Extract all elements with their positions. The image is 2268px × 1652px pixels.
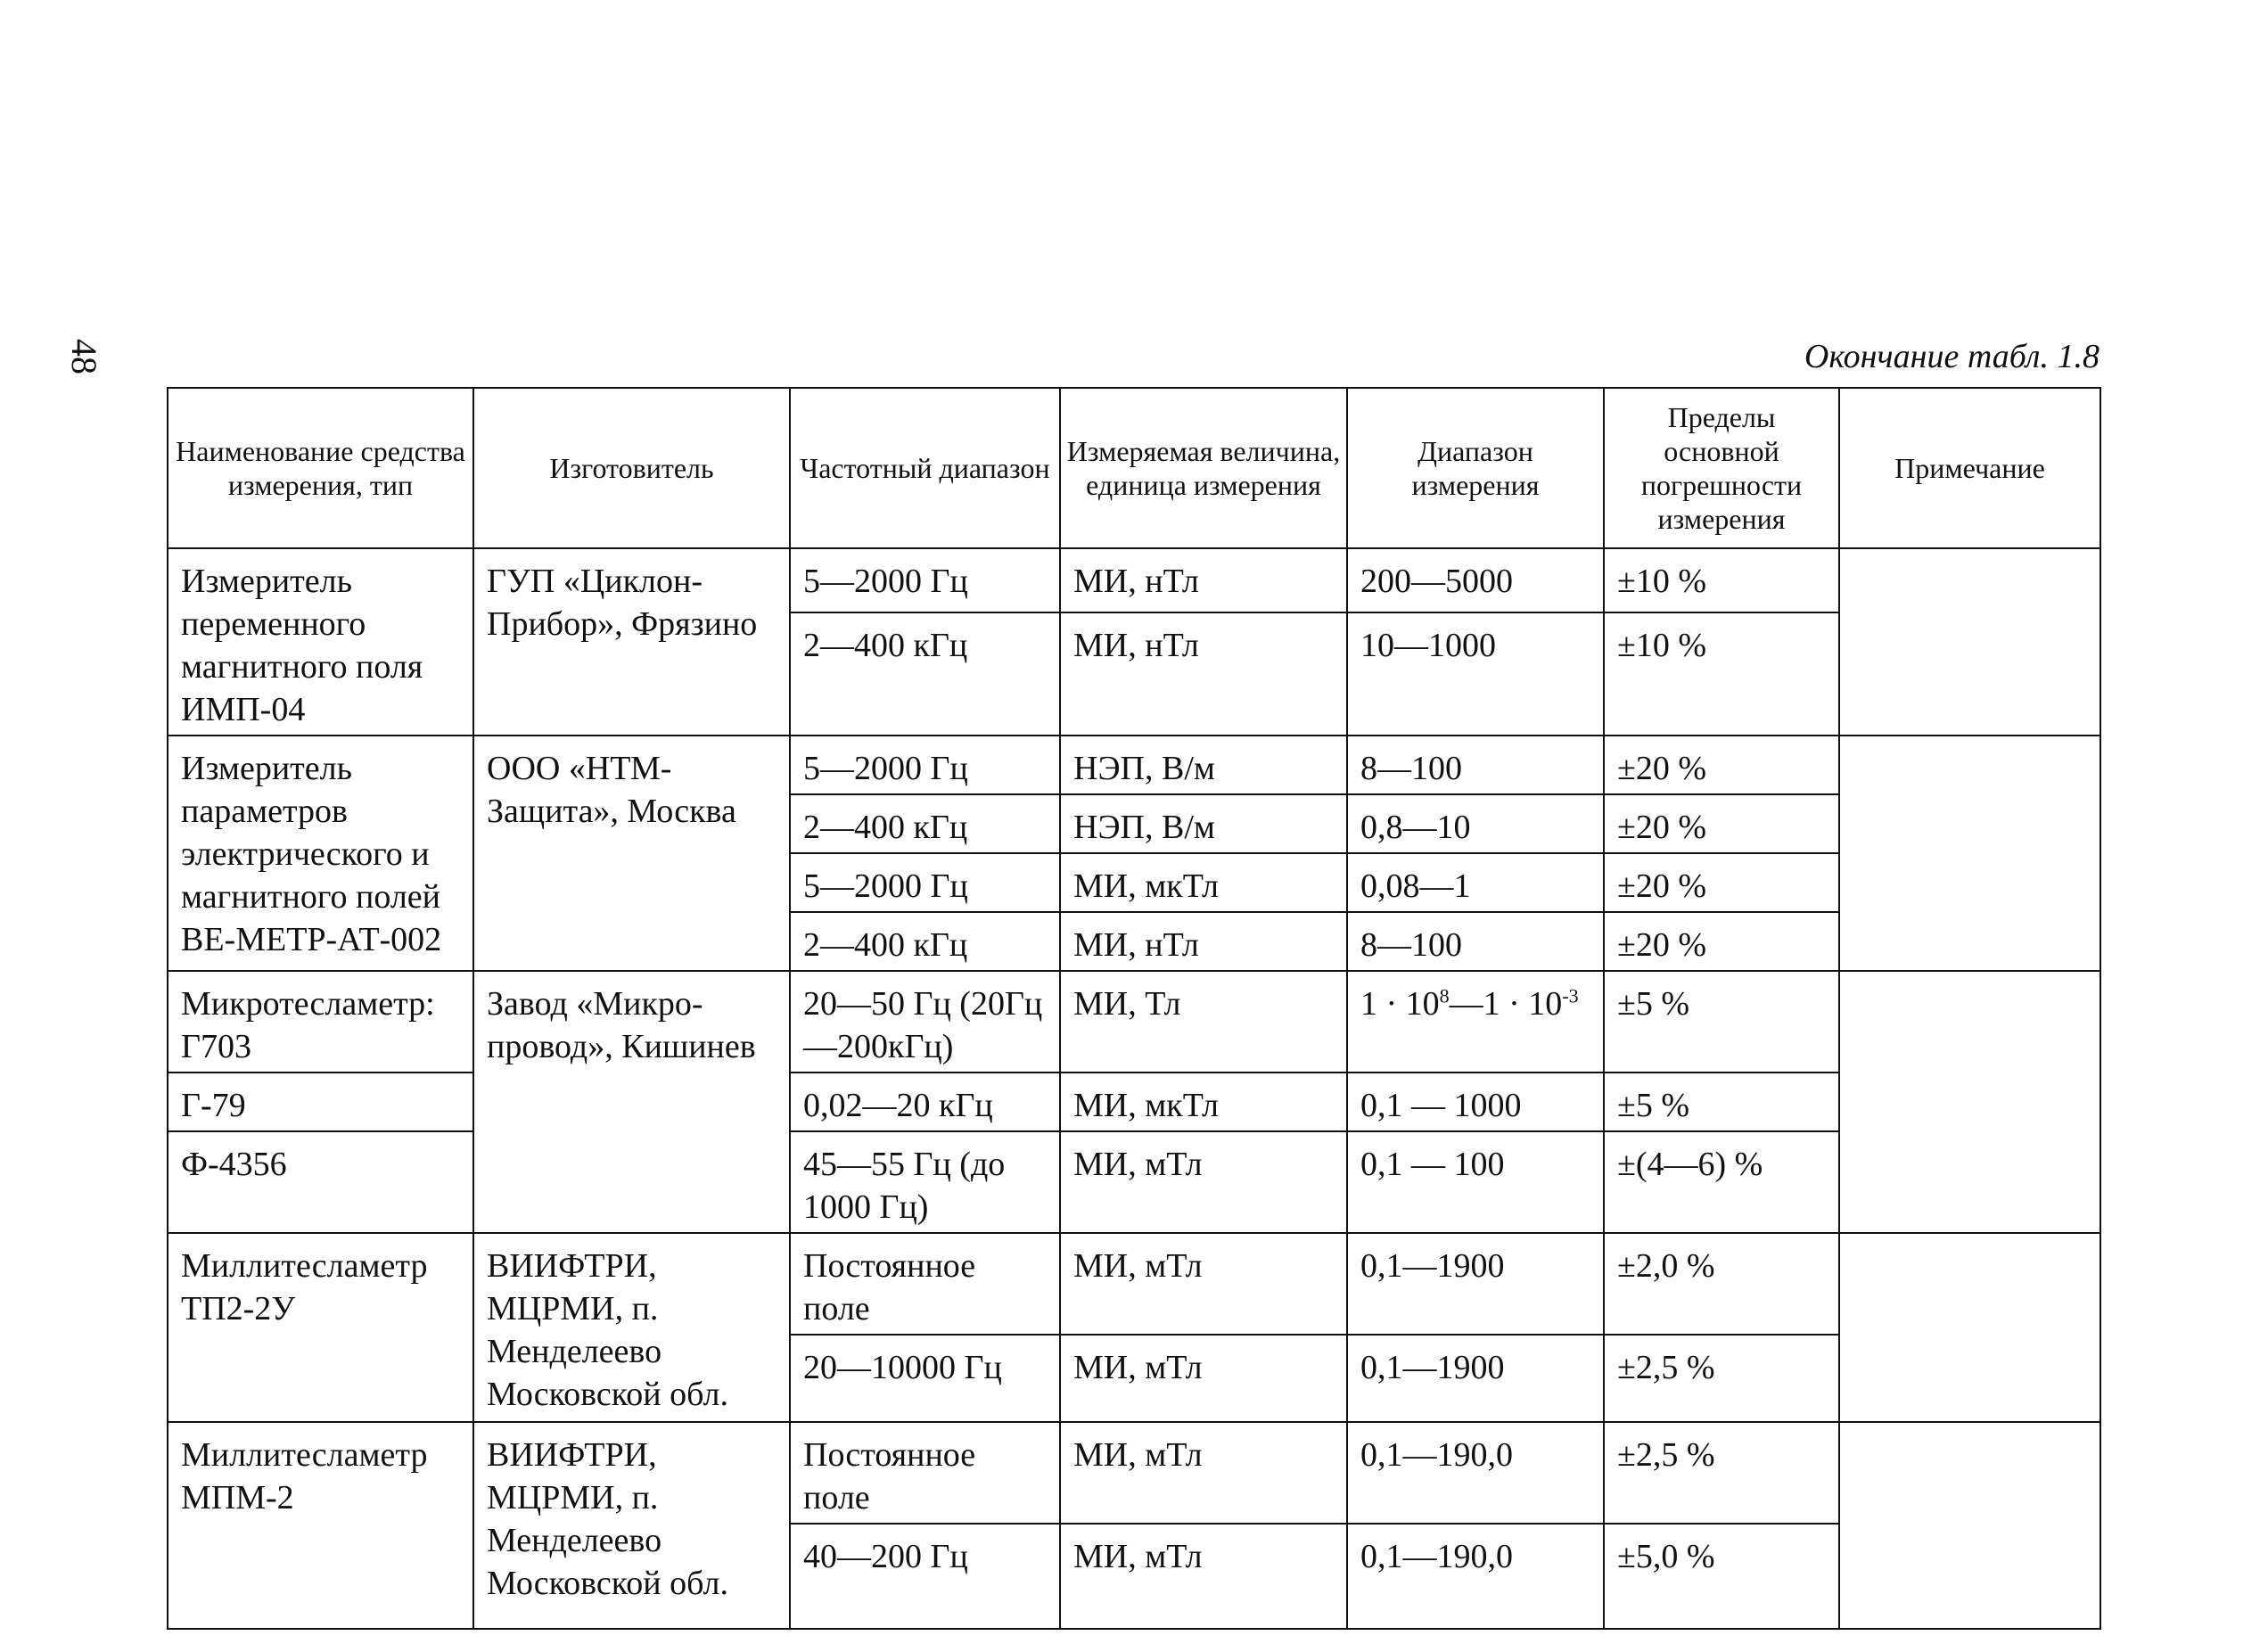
note-cell (1839, 736, 2100, 971)
frequency-cell: 45—55 Гц (до 1000 Гц) (790, 1131, 1060, 1233)
quantity-cell: МИ, нТл (1060, 912, 1347, 971)
table-row (168, 971, 2100, 1073)
quantity-cell: НЭП, В/м (1060, 794, 1347, 853)
note-cell (1839, 971, 2100, 1233)
quantity-cell: МИ, нТл (1060, 612, 1347, 736)
table-header-row (168, 388, 2100, 548)
maker-cell: ООО «НТМ-Защита», Москва (473, 736, 790, 971)
quantity-cell: МИ, мТл (1060, 1233, 1347, 1335)
error-cell: ±5 % (1604, 971, 1839, 1073)
error-cell: ±10 % (1604, 548, 1839, 612)
table-row (168, 1233, 2100, 1335)
header-quantity: Измеряемая величина, единица измерения (1060, 388, 1347, 548)
range-cell (1347, 971, 1604, 1073)
instrument-cell: Измеритель параметров электрического и магнитного полей ВЕ-МЕТР-АТ-002 (168, 736, 473, 971)
table-row (168, 548, 2100, 612)
error-cell: ±20 % (1604, 794, 1839, 853)
instrument-cell: Микротесламетр: Г703 (168, 971, 473, 1073)
range-exponent-b: -3 (1562, 984, 1579, 1007)
error-cell: ±2,0 % (1604, 1233, 1839, 1335)
instrument-cell: Ф-4356 (168, 1131, 473, 1233)
range-value-b: —1 · 10 (1449, 985, 1563, 1023)
error-cell: ±2,5 % (1604, 1335, 1839, 1422)
frequency-cell: 0,02—20 кГц (790, 1073, 1060, 1131)
frequency-cell: 5—2000 Гц (790, 853, 1060, 912)
quantity-cell: МИ, мТл (1060, 1131, 1347, 1233)
range-cell: 0,1 — 1000 (1347, 1073, 1604, 1131)
table-row (168, 1073, 2100, 1131)
table-row (168, 736, 2100, 794)
error-cell: ±(4—6) % (1604, 1131, 1839, 1233)
header-frequency: Частотный диапазон (790, 388, 1060, 548)
quantity-cell: МИ, мТл (1060, 1422, 1347, 1524)
range-exponent-a: 8 (1439, 984, 1450, 1007)
page-number: 48 (64, 339, 104, 374)
error-cell: ±20 % (1604, 912, 1839, 971)
range-value-a: 1 · 10 (1360, 985, 1440, 1023)
range-cell: 200—5000 (1347, 548, 1604, 612)
maker-cell: ГУП «Циклон-Прибор», Фрязино (473, 548, 790, 736)
frequency-cell: 20—10000 Гц (790, 1335, 1060, 1422)
frequency-cell: 5—2000 Гц (790, 736, 1060, 794)
error-cell: ±20 % (1604, 853, 1839, 912)
range-cell: 0,1—1900 (1347, 1233, 1604, 1335)
frequency-cell: Постоянное поле (790, 1422, 1060, 1524)
error-cell: ±2,5 % (1604, 1422, 1839, 1524)
instrument-cell: Г-79 (168, 1073, 473, 1131)
maker-cell: ВИИФТРИ, МЦРМИ, п. Менделеево Московской обл. (473, 1422, 790, 1629)
range-cell: 0,1 — 100 (1347, 1131, 1604, 1233)
quantity-cell: МИ, нТл (1060, 548, 1347, 612)
maker-cell: Завод «Микро-провод», Кишинев (473, 971, 790, 1233)
quantity-cell: МИ, мкТл (1060, 853, 1347, 912)
frequency-cell: 40—200 Гц (790, 1524, 1060, 1629)
quantity-cell: НЭП, В/м (1060, 736, 1347, 794)
error-cell: ±10 % (1604, 612, 1839, 736)
frequency-cell: 2—400 кГц (790, 612, 1060, 736)
header-range: Диапазон измерения (1347, 388, 1604, 548)
range-cell: 0,8—10 (1347, 794, 1604, 853)
error-cell: ±5 % (1604, 1073, 1839, 1131)
range-cell: 0,1—190,0 (1347, 1422, 1604, 1524)
frequency-cell: 5—2000 Гц (790, 548, 1060, 612)
header-error: Пределы основной погрешности измерения (1604, 388, 1839, 548)
header-name: Наименование средства измерения, тип (168, 388, 473, 548)
error-cell: ±5,0 % (1604, 1524, 1839, 1629)
range-cell: 8—100 (1347, 912, 1604, 971)
range-cell: 0,1—190,0 (1347, 1524, 1604, 1629)
instrument-cell: Миллитесламетр МПМ-2 (168, 1422, 473, 1629)
frequency-cell: Постоянное поле (790, 1233, 1060, 1335)
table-caption: Окончание табл. 1.8 (1804, 338, 2100, 375)
quantity-cell: МИ, мТл (1060, 1335, 1347, 1422)
frequency-cell: 2—400 кГц (790, 912, 1060, 971)
table-row (168, 1422, 2100, 1524)
quantity-cell: МИ, Тл (1060, 971, 1347, 1073)
note-cell (1839, 548, 2100, 736)
range-cell: 0,08—1 (1347, 853, 1604, 912)
quantity-cell: МИ, мТл (1060, 1524, 1347, 1629)
note-cell (1839, 1422, 2100, 1629)
maker-cell: ВИИФТРИ, МЦРМИ, п. Менделеево Московской обл. (473, 1233, 790, 1422)
frequency-cell: 2—400 кГц (790, 794, 1060, 853)
header-maker: Изготовитель (473, 388, 790, 548)
range-cell: 10—1000 (1347, 612, 1604, 736)
error-cell: ±20 % (1604, 736, 1839, 794)
instrument-cell: Измеритель переменного магнитного поля ИМП-04 (168, 548, 473, 736)
instrument-cell: Миллитесламетр ТП2-2У (168, 1233, 473, 1422)
range-cell: 0,1—1900 (1347, 1335, 1604, 1422)
quantity-cell: МИ, мкТл (1060, 1073, 1347, 1131)
range-cell: 8—100 (1347, 736, 1604, 794)
note-cell (1839, 1233, 2100, 1422)
table-row (168, 1131, 2100, 1233)
frequency-cell: 20—50 Гц (20Гц—200кГц) (790, 971, 1060, 1073)
header-note: Примечание (1839, 388, 2100, 548)
measurement-instruments-table (167, 387, 2101, 1630)
